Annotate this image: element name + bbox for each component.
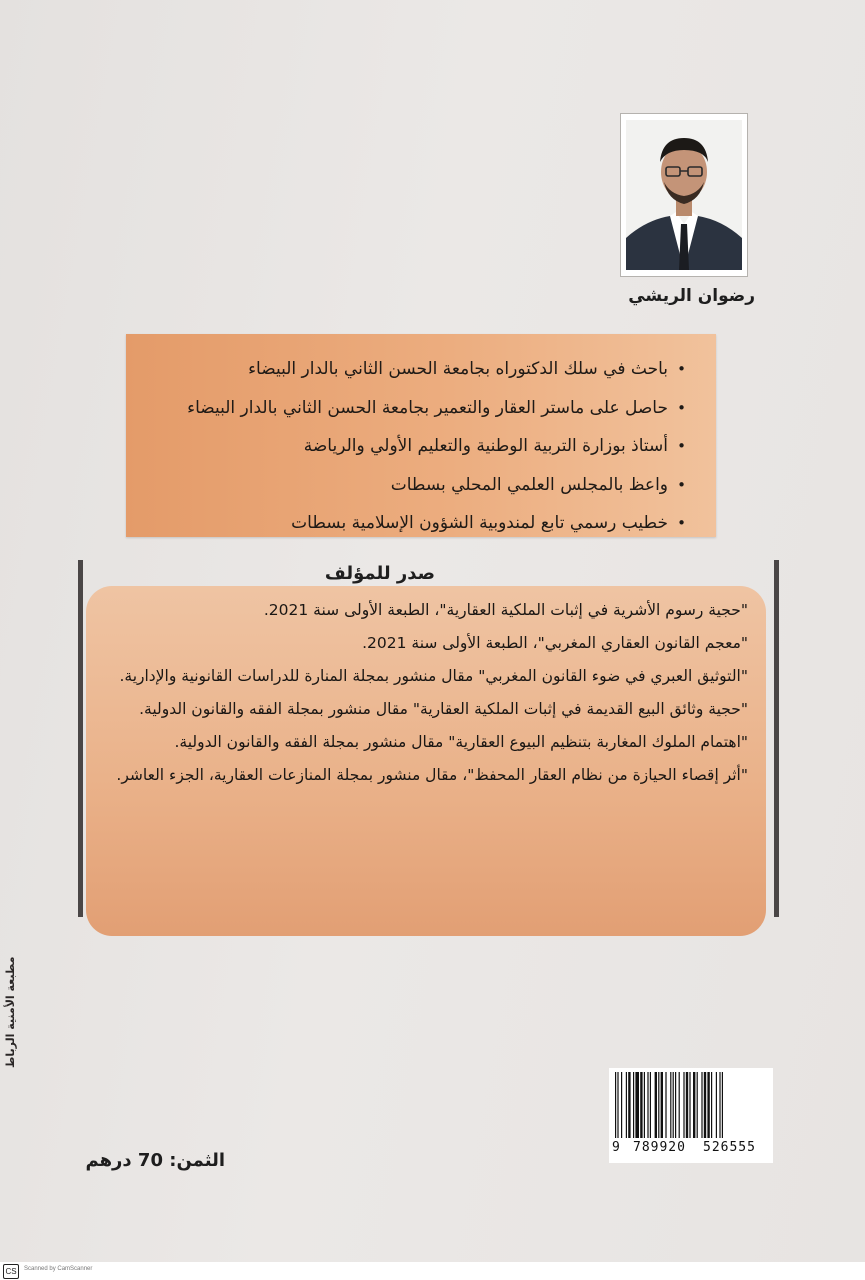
price-label: الثمن: 70 درهم	[85, 1150, 225, 1171]
publication-item: "معجم القانون العقاري المغربي"، الطبعة الأولى سنة 2021.	[362, 634, 748, 652]
barcode-bar	[719, 1072, 720, 1138]
barcode-bar	[665, 1072, 666, 1138]
barcode-bar	[716, 1072, 717, 1138]
isbn-left-group: 789920	[633, 1140, 686, 1155]
publication-item: "حجية وثائق البيع القديمة في إثبات الملكية العقارية" مقال منشور بمجلة الفقه والقانون الدولية.	[139, 700, 748, 718]
camscanner-logo: CS	[3, 1264, 19, 1279]
publication-item: "التوثيق العبري في ضوء القانون المغربي" مقال منشور بمجلة المنارة للدراسات القانونية والإدارية.	[119, 667, 748, 685]
barcode-bar	[655, 1072, 657, 1138]
author-name: رضوان الريشي	[628, 286, 755, 306]
scanner-text: Scanned by CamScanner	[24, 1266, 93, 1272]
barcode-bar	[644, 1072, 645, 1138]
barcode-bar	[633, 1072, 634, 1138]
barcode-bar	[615, 1072, 616, 1138]
barcode-bar	[701, 1072, 702, 1138]
barcode-bar	[647, 1072, 648, 1138]
barcode-bar	[675, 1072, 676, 1138]
publication-item: "أثر إقصاء الحيازة من نظام العقار المحفظ"، مقال منشور بمجلة المنازعات العقارية، الجزء العاشر.	[116, 766, 748, 784]
barcode-bar	[673, 1072, 674, 1138]
barcode-bar	[621, 1072, 622, 1138]
barcode-bar	[658, 1072, 659, 1138]
barcode-bar	[711, 1072, 712, 1138]
scanner-watermark-strip	[0, 1262, 865, 1280]
bio-item: • واعظ بالمجلس العلمي المحلي بسطات	[146, 466, 686, 505]
barcode-bars	[613, 1072, 769, 1138]
barcode-bar	[635, 1072, 639, 1138]
bio-item: • حاصل على ماستر العقار والتعمير بجامعة الحسن الثاني بالدار البيضاء	[146, 389, 686, 428]
publications-heading: صدر للمؤلف	[324, 563, 435, 584]
barcode-bar	[628, 1072, 630, 1138]
author-bio-list	[126, 334, 716, 543]
barcode-bar	[670, 1072, 671, 1138]
barcode-bar	[704, 1072, 706, 1138]
barcode-bar	[697, 1072, 698, 1138]
publications-box	[86, 586, 766, 936]
isbn-right-group: 526555	[703, 1140, 756, 1155]
author-bio-box	[126, 334, 716, 537]
decorative-line-right	[774, 560, 779, 917]
barcode-bar	[693, 1072, 695, 1138]
barcode-bar	[689, 1072, 690, 1138]
author-portrait-image	[626, 120, 742, 270]
barcode-bar	[661, 1072, 663, 1138]
printer-name: مطبعة الأمنية الرباط	[4, 956, 17, 1069]
barcode-bar	[640, 1072, 642, 1138]
bio-item: • أستاذ بوزارة التربية الوطنية والتعليم الأولي والرياضة	[146, 427, 686, 466]
barcode-bar	[679, 1072, 680, 1138]
barcode-bar	[707, 1072, 709, 1138]
barcode-bar	[617, 1072, 618, 1138]
decorative-line-left	[78, 560, 83, 917]
barcode-bar	[686, 1072, 688, 1138]
barcode-bar	[626, 1072, 627, 1138]
barcode-bar	[650, 1072, 651, 1138]
isbn-prefix: 9	[612, 1140, 620, 1155]
publication-item: "حجية رسوم الأشرية في إثبات الملكية العقارية"، الطبعة الأولى سنة 2021.	[263, 601, 748, 619]
bio-item: • باحث في سلك الدكتوراه بجامعة الحسن الثاني بالدار البيضاء	[146, 350, 686, 389]
bio-item: • خطيب رسمي تابع لمندوبية الشؤون الإسلامية بسطات	[146, 504, 686, 543]
isbn-barcode	[609, 1068, 773, 1163]
barcode-bar	[683, 1072, 684, 1138]
author-photo-frame	[620, 113, 748, 277]
author-photo	[626, 120, 742, 270]
publication-item: "اهتمام الملوك المغاربة بتنظيم البيوع العقارية" مقال منشور بمجلة الفقه والقانون الدولية.	[174, 733, 748, 751]
barcode-bar	[722, 1072, 723, 1138]
